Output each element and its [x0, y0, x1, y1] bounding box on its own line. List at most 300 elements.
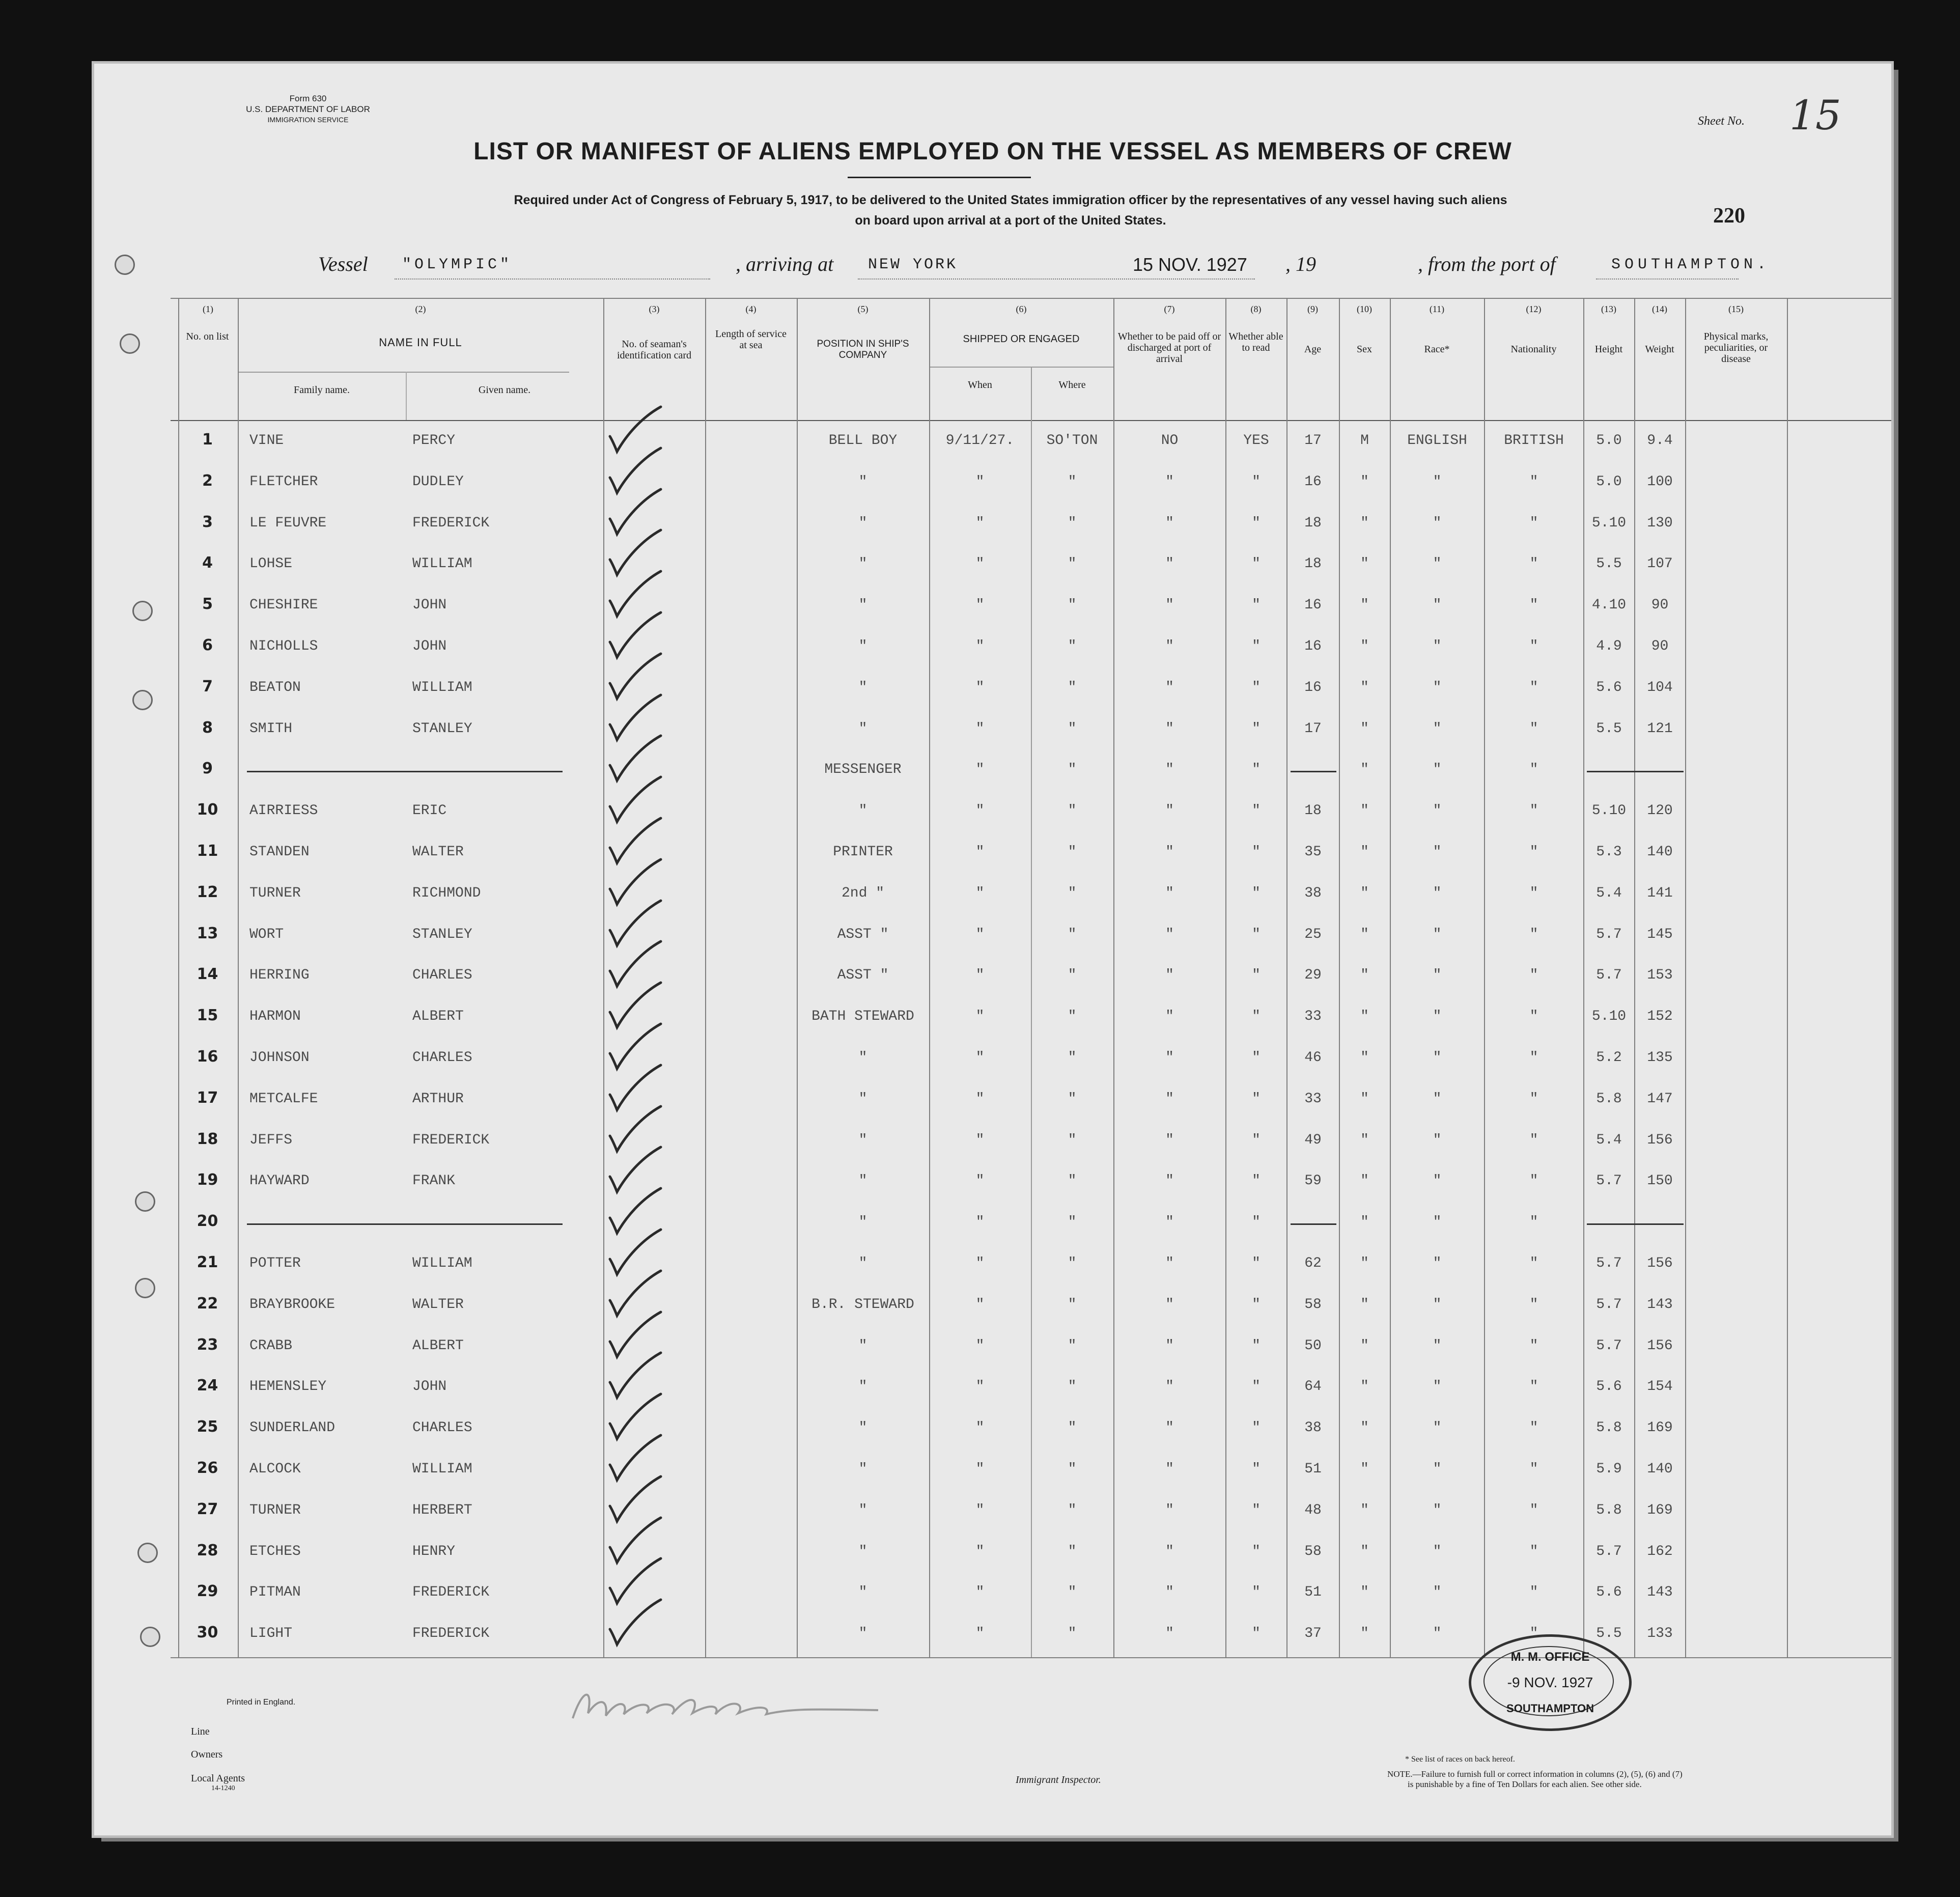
- cell-sex: ": [1360, 1544, 1369, 1559]
- row-number: 28: [197, 1542, 218, 1559]
- cell-age: 16: [1304, 474, 1322, 490]
- punch-hole: [135, 1278, 155, 1298]
- cell-height: 5.7: [1596, 1297, 1622, 1313]
- cell-read: ": [1252, 1626, 1261, 1641]
- cell-nat: ": [1529, 638, 1538, 654]
- cell-when: ": [975, 1502, 985, 1518]
- cell-sex: ": [1360, 1626, 1369, 1641]
- cell-sex: ": [1360, 474, 1369, 490]
- cell-when: ": [975, 885, 985, 901]
- col-line-2: [603, 298, 604, 1657]
- punch-hole: [135, 1191, 155, 1212]
- cell-family: FLETCHER: [249, 474, 318, 490]
- blank-name-rule: [247, 771, 563, 772]
- cell-weight: 143: [1647, 1584, 1673, 1600]
- cell-age: 33: [1304, 1091, 1322, 1107]
- col-line-13: [1634, 298, 1635, 1657]
- cell-weight: 130: [1647, 515, 1673, 531]
- punch-hole: [140, 1627, 160, 1647]
- col-num-13: (13): [1601, 304, 1616, 314]
- cell-age: 17: [1304, 721, 1322, 737]
- cell-when: ": [975, 1297, 985, 1313]
- cell-given: FREDERICK: [412, 515, 490, 531]
- shipped-split-rule: [929, 367, 1113, 368]
- cell-where: ": [1068, 1502, 1077, 1518]
- cell-given: JOHN: [412, 597, 447, 613]
- cell-family: WORT: [249, 927, 284, 942]
- cell-family: HEMENSLEY: [249, 1379, 327, 1394]
- cell-nat: BRITISH: [1504, 433, 1564, 449]
- cell-read: ": [1252, 1584, 1261, 1600]
- cell-family: AIRRIESS: [249, 803, 318, 819]
- cell-nat: ": [1529, 1544, 1538, 1559]
- col-num-8: (8): [1250, 304, 1262, 314]
- col-num-12: (12): [1526, 304, 1542, 314]
- cell-weight: 107: [1647, 556, 1673, 572]
- cell-given: RICHMOND: [412, 885, 481, 901]
- col-num-3: (3): [649, 304, 660, 314]
- col-num-4: (4): [745, 304, 757, 314]
- cell-where: ": [1068, 1297, 1077, 1313]
- cell-nat: ": [1529, 1379, 1538, 1394]
- row-number: 11: [197, 842, 218, 860]
- cell-race: ": [1433, 1132, 1442, 1148]
- cell-when: ": [975, 556, 985, 572]
- cell-read: ": [1252, 1544, 1261, 1559]
- cell-position: BELL BOY: [828, 433, 898, 449]
- header-length-service: Length of service at sea: [715, 328, 787, 351]
- cell-sex: ": [1360, 515, 1369, 531]
- cell-sex: ": [1360, 885, 1369, 901]
- cell-given: STANLEY: [412, 721, 472, 737]
- header-where: Where: [1058, 379, 1086, 390]
- row-number: 19: [197, 1171, 218, 1189]
- cell-weight: 120: [1647, 803, 1673, 819]
- cell-height: 5.6: [1596, 1584, 1622, 1600]
- cell-race: ": [1433, 1379, 1442, 1394]
- cell-position: BATH STEWARD: [811, 1009, 914, 1024]
- cell-position: 2nd ": [841, 885, 884, 901]
- cell-height: 5.3: [1596, 844, 1622, 860]
- cell-age: 37: [1304, 1626, 1322, 1641]
- cell-paid: ": [1165, 680, 1174, 695]
- cell-weight: 152: [1647, 1009, 1673, 1024]
- col-num-7: (7): [1164, 304, 1175, 314]
- cell-family: JEFFS: [249, 1132, 293, 1148]
- cell-nat: ": [1529, 1502, 1538, 1518]
- cell-sex: ": [1360, 1173, 1369, 1189]
- cell-paid: ": [1165, 1214, 1174, 1230]
- cell-read: ": [1252, 803, 1261, 819]
- cell-position: ": [858, 1379, 867, 1394]
- cell-where: ": [1068, 721, 1077, 737]
- cell-position: ": [858, 638, 867, 654]
- cell-sex: ": [1360, 1297, 1369, 1313]
- cell-family: NICHOLLS: [249, 638, 318, 654]
- subtitle: [349, 190, 1672, 231]
- cell-nat: ": [1529, 1091, 1538, 1107]
- vessel-name: "OLYMPIC": [402, 256, 513, 273]
- cell-position: B.R. STEWARD: [811, 1297, 914, 1313]
- col-line-10: [1390, 298, 1391, 1657]
- col-num-1: (1): [203, 304, 213, 314]
- cell-position: ": [858, 1502, 867, 1518]
- cell-sex: ": [1360, 967, 1369, 983]
- col-line-3: [705, 298, 706, 1657]
- cell-age: 64: [1304, 1379, 1322, 1394]
- cell-age: 18: [1304, 556, 1322, 572]
- cell-given: WILLIAM: [412, 1256, 472, 1271]
- cell-where: ": [1068, 1420, 1077, 1436]
- cell-when: ": [975, 680, 985, 695]
- cell-read: ": [1252, 1050, 1261, 1066]
- cell-sex: ": [1360, 1379, 1369, 1394]
- punch-hole: [132, 690, 153, 710]
- cell-weight: 169: [1647, 1502, 1673, 1518]
- cell-race: ": [1433, 721, 1442, 737]
- header-age: Age: [1304, 344, 1322, 355]
- cell-sex: ": [1360, 803, 1369, 819]
- cell-position: ": [858, 1626, 867, 1641]
- cell-read: ": [1252, 1297, 1261, 1313]
- header-nationality: Nationality: [1510, 344, 1557, 355]
- cell-height: 5.4: [1596, 885, 1622, 901]
- blank-name-rule: [247, 1223, 563, 1225]
- cell-weight: 143: [1647, 1297, 1673, 1313]
- cell-family: ALCOCK: [249, 1461, 301, 1477]
- cell-given: FREDERICK: [412, 1584, 490, 1600]
- header-paid-off: Whether to be paid off or discharged at port of arrival: [1117, 331, 1221, 365]
- cell-read: ": [1252, 844, 1261, 860]
- cell-paid: ": [1165, 1461, 1174, 1477]
- cell-height: 5.8: [1596, 1420, 1622, 1436]
- cell-position: ": [858, 1256, 867, 1271]
- cell-nat: ": [1529, 967, 1538, 983]
- cell-when: ": [975, 597, 985, 613]
- cell-when: ": [975, 1584, 985, 1600]
- race-note: * See list of races on back hereof.: [1405, 1755, 1515, 1764]
- cell-age: 18: [1304, 515, 1322, 531]
- cell-paid: ": [1165, 597, 1174, 613]
- col-num-9: (9): [1307, 304, 1318, 314]
- cell-height: 5.0: [1596, 433, 1622, 449]
- cell-race: ": [1433, 1009, 1442, 1024]
- cell-where: ": [1068, 1091, 1077, 1107]
- cell-when: ": [975, 474, 985, 490]
- cell-race: ": [1433, 844, 1442, 860]
- cell-nat: ": [1529, 597, 1538, 613]
- col-num-5: (5): [857, 304, 869, 314]
- row-number: 27: [197, 1500, 218, 1518]
- cell-weight: 162: [1647, 1544, 1673, 1559]
- cell-paid: ": [1165, 1091, 1174, 1107]
- col-line-6a: [1031, 367, 1032, 1657]
- cell-position: ": [858, 556, 867, 572]
- cell-where: ": [1068, 885, 1077, 901]
- cell-position: ": [858, 721, 867, 737]
- cell-height: 5.8: [1596, 1502, 1622, 1518]
- cell-position: ": [858, 1584, 867, 1600]
- cell-height: 5.10: [1591, 1009, 1627, 1024]
- cell-where: ": [1068, 680, 1077, 695]
- cell-height: 5.0: [1596, 474, 1622, 490]
- cell-age: 46: [1304, 1050, 1322, 1066]
- cell-family: CRABB: [249, 1338, 293, 1354]
- form-number: Form 630: [289, 94, 327, 103]
- cell-paid: ": [1165, 1256, 1174, 1271]
- row-number: 17: [197, 1089, 218, 1107]
- cell-position: ": [858, 1338, 867, 1354]
- cell-nat: ": [1529, 1050, 1538, 1066]
- port-underline: [858, 278, 1255, 280]
- cell-nat: ": [1529, 1626, 1538, 1641]
- cell-family: LOHSE: [249, 556, 293, 572]
- cell-sex: ": [1360, 927, 1369, 942]
- cell-read: ": [1252, 762, 1261, 777]
- from-label: , from the port of: [1418, 253, 1556, 275]
- inspector-label: Immigrant Inspector.: [1016, 1774, 1101, 1786]
- cell-where: ": [1068, 1626, 1077, 1641]
- cell-given: ARTHUR: [412, 1091, 464, 1107]
- cell-paid: ": [1165, 515, 1174, 531]
- cell-nat: ": [1529, 474, 1538, 490]
- cell-height: 5.6: [1596, 1379, 1622, 1394]
- col-line-7: [1225, 298, 1226, 1657]
- cell-age: 16: [1304, 597, 1322, 613]
- title-rule: [848, 177, 1031, 178]
- cell-family: VINE: [249, 433, 284, 449]
- cell-given: FREDERICK: [412, 1132, 490, 1148]
- header-family-name: Family name.: [294, 384, 350, 396]
- cell-race: ": [1433, 1214, 1442, 1230]
- cell-when: ": [975, 721, 985, 737]
- cell-family: STANDEN: [249, 844, 310, 860]
- header-id-card: No. of seaman's identification card: [617, 339, 692, 361]
- penalty-note-line-1: NOTE.—Failure to furnish full or correct information in columns (2), (5), (6) and (7): [1387, 1769, 1683, 1779]
- row-number: 5: [202, 595, 213, 613]
- cell-sex: ": [1360, 1050, 1369, 1066]
- from-underline: [1596, 278, 1739, 280]
- row-number: 13: [197, 925, 218, 942]
- cell-when: ": [975, 1132, 985, 1148]
- cell-weight: 156: [1647, 1256, 1673, 1271]
- cell-age: 18: [1304, 803, 1322, 819]
- col-num-11: (11): [1429, 304, 1445, 314]
- cell-nat: ": [1529, 680, 1538, 695]
- cell-nat: ": [1529, 721, 1538, 737]
- cell-nat: ": [1529, 515, 1538, 531]
- cell-race: ": [1433, 474, 1442, 490]
- cell-age: 29: [1304, 967, 1322, 983]
- cell-nat: ": [1529, 1297, 1538, 1313]
- cell-sex: ": [1360, 762, 1369, 777]
- cell-paid: ": [1165, 1420, 1174, 1436]
- signature: [552, 1678, 899, 1734]
- cell-read: ": [1252, 515, 1261, 531]
- row-number: 30: [197, 1624, 218, 1641]
- header-height: Height: [1594, 344, 1623, 355]
- cell-read: ": [1252, 1461, 1261, 1477]
- cell-sex: ": [1360, 638, 1369, 654]
- cell-race: ": [1433, 556, 1442, 572]
- cell-when: ": [975, 1338, 985, 1354]
- cell-read: ": [1252, 474, 1261, 490]
- cell-position: ASST ": [837, 967, 889, 983]
- row-number: 16: [197, 1048, 218, 1066]
- cell-sex: ": [1360, 1091, 1369, 1107]
- cell-sex: ": [1360, 1584, 1369, 1600]
- cell-family: TURNER: [249, 1502, 301, 1518]
- arrival-port: NEW YORK: [868, 256, 958, 273]
- agents-label: [191, 1773, 245, 1794]
- col-num-6: (6): [1016, 304, 1027, 314]
- arriving-label: , arriving at: [736, 253, 834, 275]
- cell-family: BRAYBROOKE: [249, 1297, 335, 1313]
- cell-when: ": [975, 967, 985, 983]
- row-number: 8: [202, 719, 213, 737]
- cell-where: ": [1068, 1050, 1077, 1066]
- cell-weight: 154: [1647, 1379, 1673, 1394]
- cell-when: ": [975, 638, 985, 654]
- cell-read: ": [1252, 967, 1261, 983]
- sheet-label: Sheet No.: [1698, 115, 1745, 128]
- cell-weight: 156: [1647, 1338, 1673, 1354]
- cell-paid: ": [1165, 1502, 1174, 1518]
- cell-age: 38: [1304, 885, 1322, 901]
- voyage-line: [318, 252, 1795, 283]
- cell-paid: NO: [1161, 433, 1179, 449]
- cell-given: CHARLES: [412, 1050, 472, 1066]
- cell-where: SO'TON: [1046, 433, 1098, 449]
- cell-family: BEATON: [249, 680, 301, 695]
- row-number: 4: [202, 554, 213, 572]
- cell-nat: ": [1529, 1338, 1538, 1354]
- cell-race: ": [1433, 515, 1442, 531]
- row-number: 25: [197, 1418, 218, 1436]
- cell-nat: ": [1529, 1009, 1538, 1024]
- cell-family: TURNER: [249, 885, 301, 901]
- cell-height: 5.9: [1596, 1461, 1622, 1477]
- cell-weight: 150: [1647, 1173, 1673, 1189]
- punch-hole: [115, 255, 135, 275]
- cell-where: ": [1068, 515, 1077, 531]
- cell-given: ALBERT: [412, 1009, 464, 1024]
- stamp-city: SOUTHAMPTON: [1506, 1702, 1594, 1715]
- cell-nat: ": [1529, 1132, 1538, 1148]
- row-number: 15: [197, 1007, 218, 1024]
- cell-weight: 135: [1647, 1050, 1673, 1066]
- row-number: 20: [197, 1212, 218, 1230]
- col-num-2: (2): [415, 304, 426, 314]
- header-sex: Sex: [1357, 344, 1372, 355]
- cell-height: 5.8: [1596, 1091, 1622, 1107]
- cell-age: 59: [1304, 1173, 1322, 1189]
- cell-given: PERCY: [412, 433, 456, 449]
- cell-age: 38: [1304, 1420, 1322, 1436]
- cell-height: 5.7: [1596, 967, 1622, 983]
- cell-nat: ": [1529, 762, 1538, 777]
- cell-given: WILLIAM: [412, 680, 472, 695]
- cell-sex: ": [1360, 1214, 1369, 1230]
- cell-race: ": [1433, 1256, 1442, 1271]
- cell-age: 17: [1304, 433, 1322, 449]
- cell-position: ": [858, 1132, 867, 1148]
- cell-race: ": [1433, 1544, 1442, 1559]
- cell-paid: ": [1165, 721, 1174, 737]
- cell-weight: 90: [1651, 597, 1669, 613]
- cell-family: SMITH: [249, 721, 293, 737]
- row-number: 7: [202, 678, 213, 695]
- check-mark-icon: [606, 1598, 667, 1649]
- cell-family: JOHNSON: [249, 1050, 310, 1066]
- cell-position: ": [858, 680, 867, 695]
- cell-when: ": [975, 1544, 985, 1559]
- cell-race: ": [1433, 1461, 1442, 1477]
- cell-race: ": [1433, 967, 1442, 983]
- cell-weight: 121: [1647, 721, 1673, 737]
- service: IMMIGRATION SERVICE: [267, 116, 349, 124]
- local-agents: Local Agents: [191, 1773, 245, 1784]
- cell-weight: 133: [1647, 1626, 1673, 1641]
- cell-height: 4.10: [1591, 597, 1627, 613]
- cell-where: ": [1068, 1461, 1077, 1477]
- cell-height: 5.10: [1591, 515, 1627, 531]
- cell-when: ": [975, 1626, 985, 1641]
- header-physical-marks: Physical marks, peculiarities, or disease: [1703, 331, 1769, 365]
- cell-nat: ": [1529, 885, 1538, 901]
- cell-when: ": [975, 1173, 985, 1189]
- cell-race: ": [1433, 1173, 1442, 1189]
- cell-position: ": [858, 803, 867, 819]
- cell-position: ": [858, 1214, 867, 1230]
- cell-where: ": [1068, 1338, 1077, 1354]
- cell-paid: ": [1165, 1132, 1174, 1148]
- cell-given: WILLIAM: [412, 1461, 472, 1477]
- cell-read: ": [1252, 556, 1261, 572]
- cell-position: ": [858, 1420, 867, 1436]
- cell-sex: ": [1360, 1132, 1369, 1148]
- cell-race: ": [1433, 1584, 1442, 1600]
- cell-when: ": [975, 1379, 985, 1394]
- cell-read: YES: [1243, 433, 1269, 449]
- cell-position: ": [858, 597, 867, 613]
- cell-race: ": [1433, 927, 1442, 942]
- vessel-label: Vessel: [318, 253, 368, 275]
- header-weight: Weight: [1645, 344, 1674, 355]
- stamp-date: -9 NOV. 1927: [1507, 1675, 1593, 1690]
- cell-paid: ": [1165, 762, 1174, 777]
- row-number: 23: [197, 1336, 218, 1354]
- cell-family: HERRING: [249, 967, 310, 983]
- cell-paid: ": [1165, 885, 1174, 901]
- cell-family: POTTER: [249, 1256, 301, 1271]
- cell-position: ": [858, 1544, 867, 1559]
- cell-age: 16: [1304, 680, 1322, 695]
- cell-given: STANLEY: [412, 927, 472, 942]
- cell-when: ": [975, 927, 985, 942]
- cell-family: ETCHES: [249, 1544, 301, 1559]
- cell-position: MESSENGER: [824, 762, 902, 777]
- cell-family: HAYWARD: [249, 1173, 310, 1189]
- cell-paid: ": [1165, 1338, 1174, 1354]
- col-num-10: (10): [1357, 304, 1372, 314]
- cell-weight: 153: [1647, 967, 1673, 983]
- cell-read: ": [1252, 1214, 1261, 1230]
- col-num-15: (15): [1728, 304, 1744, 314]
- department: U.S. DEPARTMENT OF LABOR: [246, 104, 370, 114]
- header-race: Race*: [1424, 344, 1450, 355]
- row-number: 26: [197, 1459, 218, 1477]
